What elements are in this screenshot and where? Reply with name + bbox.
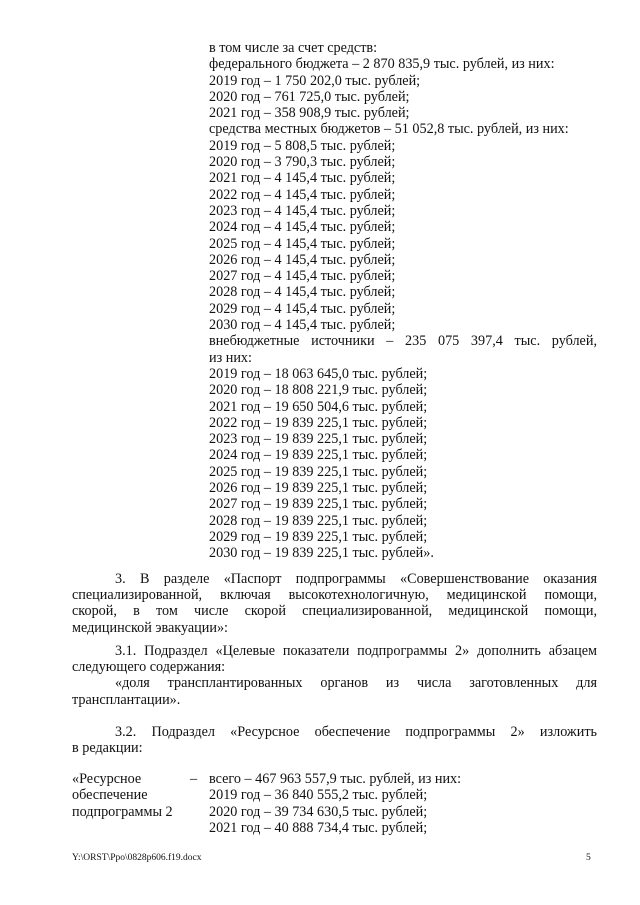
text-line: в том числе за счет средств:	[209, 40, 378, 56]
text-line: 2019 год – 1 750 202,0 тыс. рублей;	[209, 72, 421, 89]
resource-values	[209, 771, 597, 836]
text-line: обеспечение	[72, 787, 148, 804]
text-line: 2028 год – 19 839 225,1 тыс. рублей;	[209, 512, 428, 529]
text-line: 2029 год – 4 145,4 тыс. рублей;	[209, 300, 396, 317]
text-line: 2027 год – 19 839 225,1 тыс. рублей;	[209, 496, 428, 513]
section-3-1-paragraph	[72, 643, 597, 708]
text-line: 2022 год – 4 145,4 тыс. рублей;	[209, 186, 396, 203]
text-line: «доля трансплантированных органов из числа заготовленных для	[115, 675, 597, 692]
text-line: 2019 год – 18 063 645,0 тыс. рублей;	[209, 365, 428, 382]
text-line: 2022 год – 19 839 225,1 тыс. рублей;	[209, 414, 428, 431]
text-line: 2021 год – 358 908,9 тыс. рублей;	[209, 105, 410, 122]
text-line: скорой, в том числе скорой специализированной, медицинской помощи,	[72, 603, 597, 620]
text-line: 2024 год – 19 839 225,1 тыс. рублей;	[209, 447, 428, 464]
text-line: всего – 467 963 557,9 тыс. рублей, из них:	[209, 771, 462, 787]
text-line: 2023 год – 19 839 225,1 тыс. рублей;	[209, 431, 428, 448]
text-line: 2025 год – 19 839 225,1 тыс. рублей;	[209, 463, 428, 480]
footer-file-path: Y:\ORST\Ppo\0828p606.f19.docx	[72, 853, 202, 863]
text-line: подпрограммы 2	[72, 803, 173, 820]
funding-continuation	[209, 40, 597, 562]
section-3-2-paragraph	[72, 724, 597, 756]
text-line: 2023 год – 4 145,4 тыс. рублей;	[209, 202, 396, 219]
text-line: 3. В разделе «Паспорт подпрограммы «Совершенствование оказания	[115, 571, 597, 587]
text-line: 3.1. Подраздел «Целевые показатели подпрограммы 2» дополнить абзацем	[115, 643, 597, 659]
text-line: 2021 год – 40 888 734,4 тыс. рублей;	[209, 819, 428, 836]
text-line: 2028 год – 4 145,4 тыс. рублей;	[209, 284, 396, 301]
text-line: 2020 год – 39 734 630,5 тыс. рублей;	[209, 803, 428, 820]
text-line: 2021 год – 4 145,4 тыс. рублей;	[209, 170, 396, 187]
resource-dash: –	[190, 771, 198, 787]
text-line: средства местных бюджетов – 51 052,8 тыс. рублей, из них:	[209, 121, 569, 138]
text-line: 2024 год – 4 145,4 тыс. рублей;	[209, 219, 396, 236]
text-line: 2020 год – 3 790,3 тыс. рублей;	[209, 154, 396, 171]
text-line: 2029 год – 19 839 225,1 тыс. рублей;	[209, 528, 428, 545]
text-line: 2026 год – 4 145,4 тыс. рублей;	[209, 251, 396, 268]
text-line: 2020 год – 18 808 221,9 тыс. рублей;	[209, 382, 428, 399]
text-line: 2030 год – 4 145,4 тыс. рублей;	[209, 317, 396, 334]
text-line: 2020 год – 761 725,0 тыс. рублей;	[209, 88, 410, 105]
text-line: медицинской эвакуации»:	[72, 619, 228, 636]
text-line: в редакции:	[72, 740, 143, 757]
text-line: следующего содержания:	[72, 659, 226, 676]
text-line: 2027 год – 4 145,4 тыс. рублей;	[209, 268, 396, 285]
page-number: 5	[586, 853, 591, 863]
text-line: федерального бюджета – 2 870 835,9 тыс. рублей, из них:	[209, 56, 555, 73]
section-3-paragraph	[72, 571, 597, 636]
resource-label	[72, 771, 187, 820]
text-line: специализированной, включая высокотехнологичную, медицинской помощи,	[72, 587, 597, 604]
text-line: 2025 год – 4 145,4 тыс. рублей;	[209, 235, 396, 252]
text-line: 2030 год – 19 839 225,1 тыс. рублей».	[209, 545, 434, 562]
text-line: трансплантации».	[72, 691, 181, 708]
text-line: «Ресурсное	[72, 771, 142, 787]
text-line: 2021 год – 19 650 504,6 тыс. рублей;	[209, 398, 428, 415]
text-line: 2026 год – 19 839 225,1 тыс. рублей;	[209, 480, 428, 497]
text-line: из них:	[209, 349, 252, 366]
text-line: 3.2. Подраздел «Ресурсное обеспечение подпрограммы 2» изложить	[115, 724, 597, 740]
text-line: внебюджетные источники – 235 075 397,4 тыс. рублей,	[209, 333, 597, 350]
text-line: 2019 год – 5 808,5 тыс. рублей;	[209, 137, 396, 154]
text-line: 2019 год – 36 840 555,2 тыс. рублей;	[209, 787, 428, 804]
